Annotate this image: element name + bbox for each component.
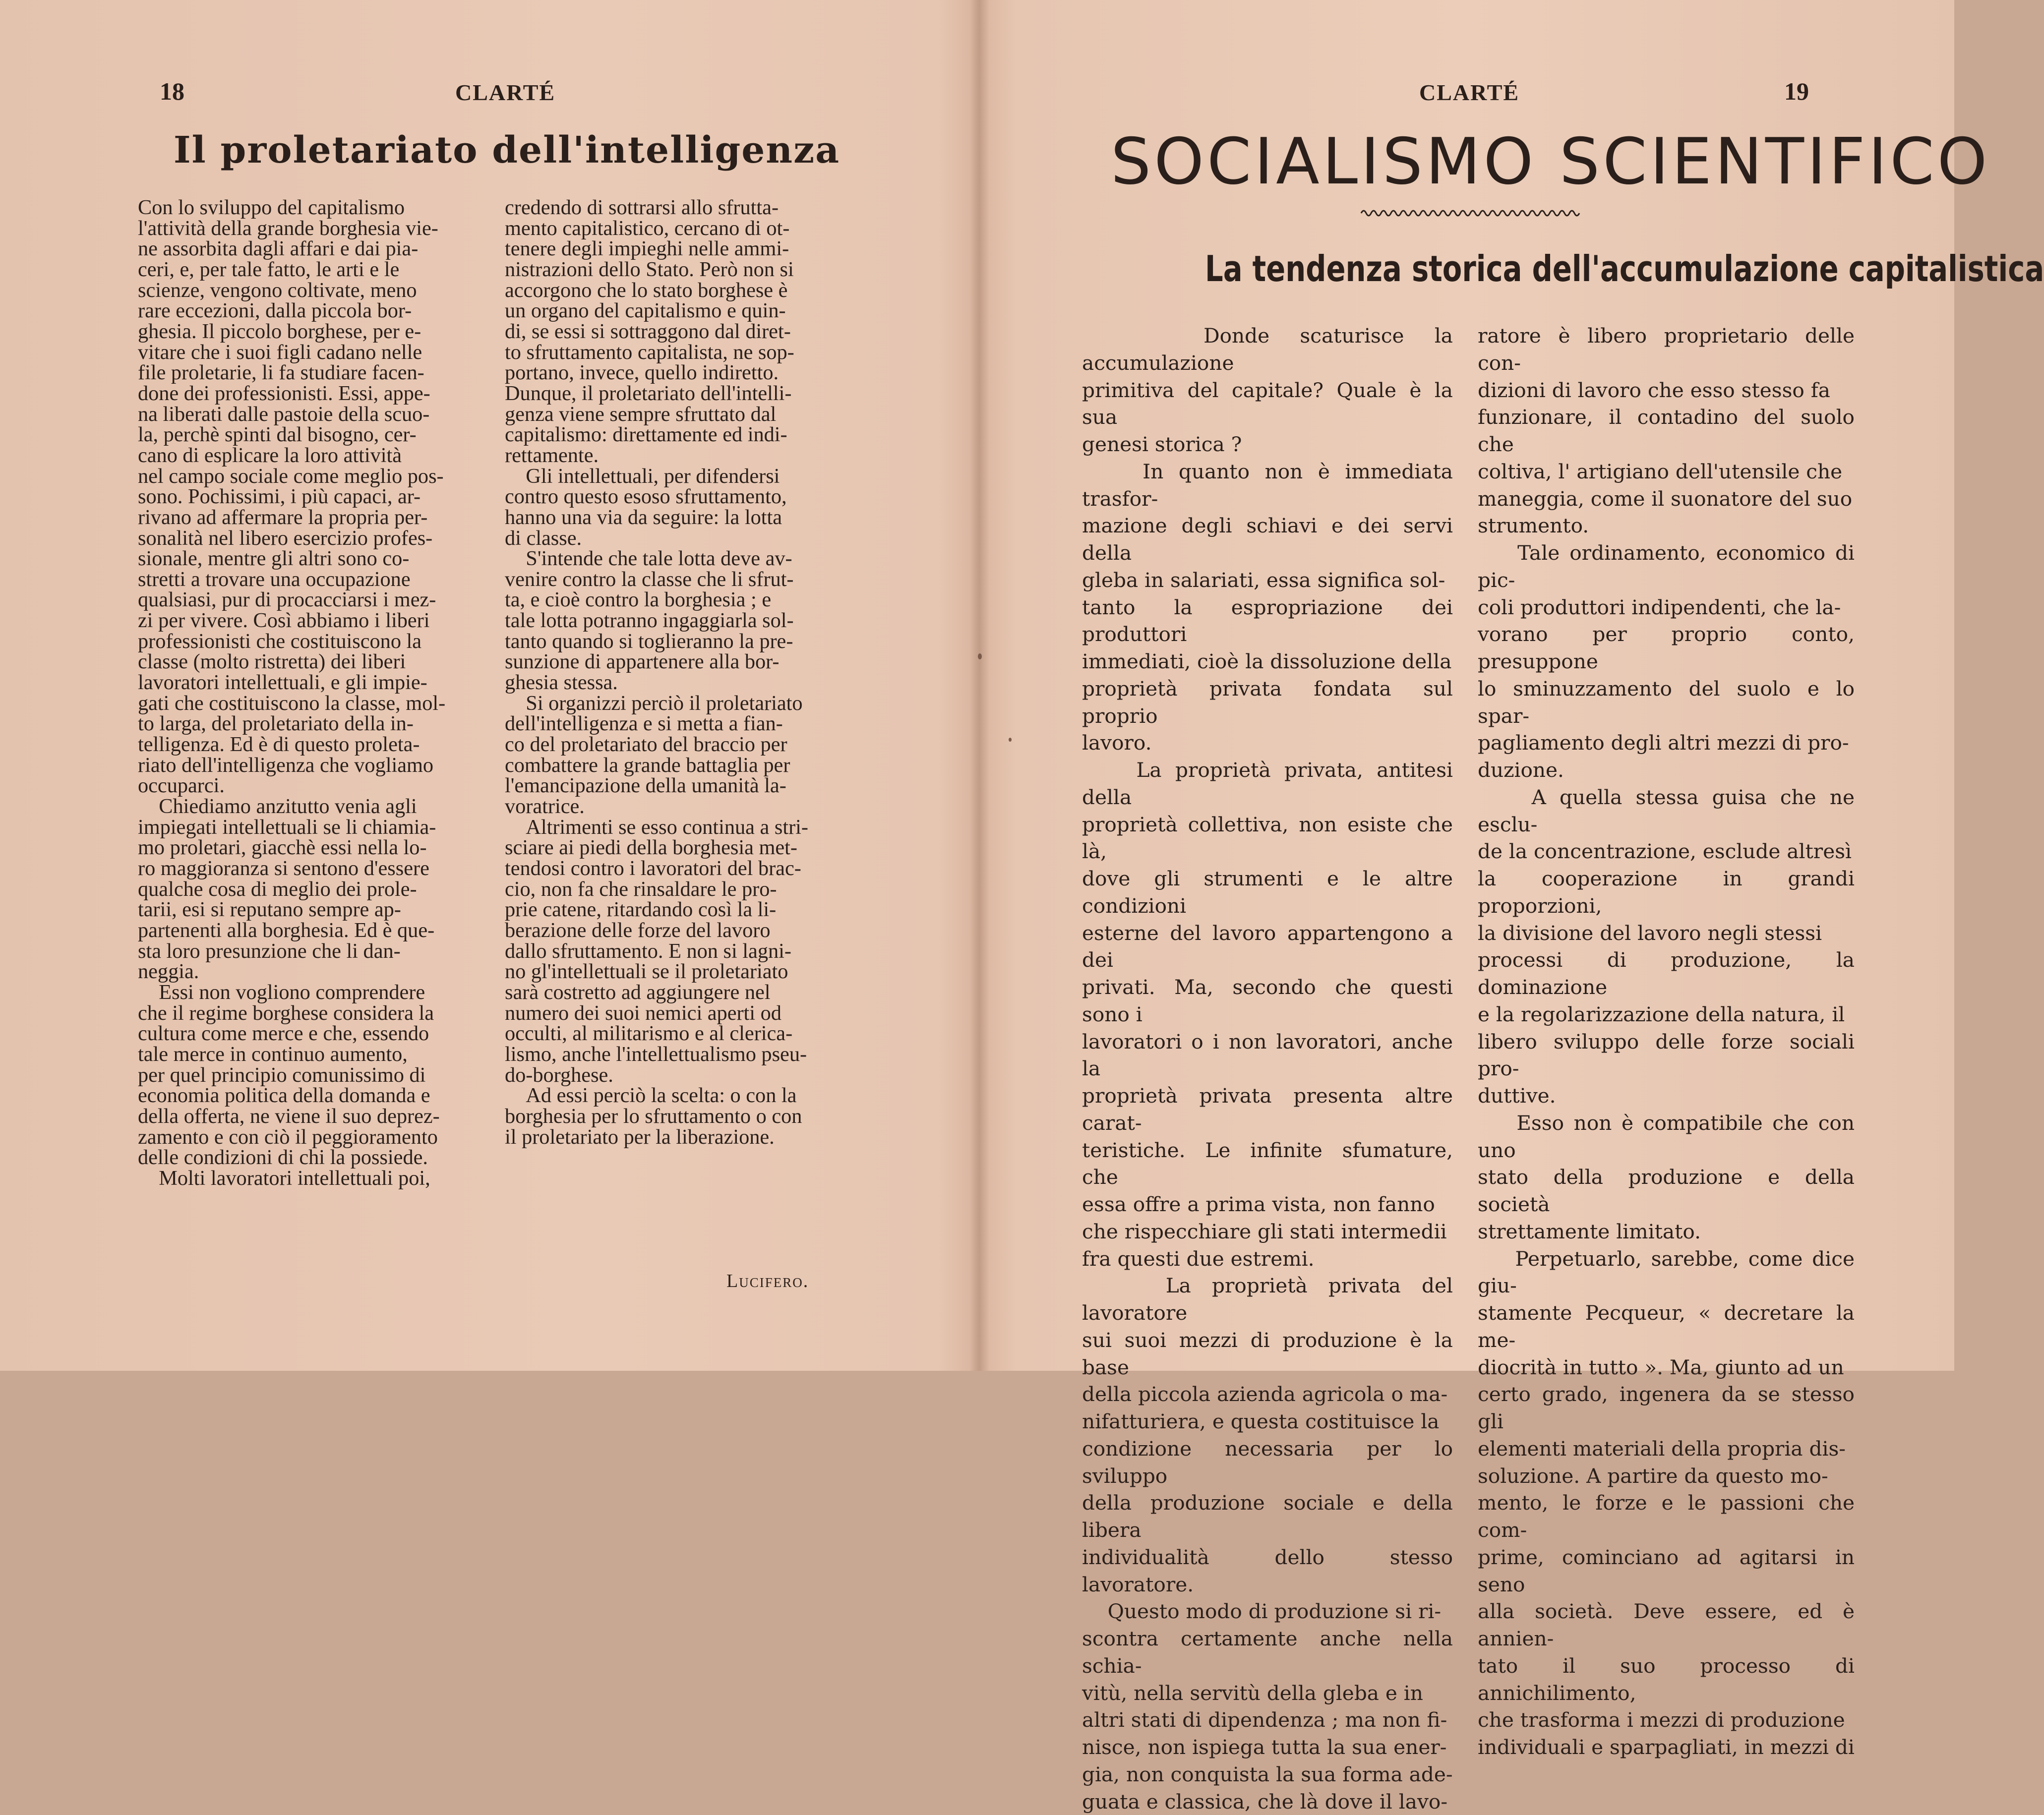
running-head-right: CLARTÉ (1419, 80, 1520, 105)
paper-speck (1009, 738, 1012, 742)
page-number: 18 (160, 77, 184, 105)
left-page (0, 0, 972, 1371)
ornamental-rule (1361, 207, 1579, 219)
article-column-2-right: ratore è libero proprietario delle con- dizioni di lavoro che esso stesso fa funzionare, il contadino del suolo che coltiva, l' artigiano dell'utensile che maneggia, come il suonatore del suo strumento. Tale ordinamento, economico di pic- coli produttori indipendenti, che la- vorano per proprio conto, presuppone lo sminuzzamento del suolo e lo spar- pagliamento degli altri mezzi di pro- duzione. A quella stessa guisa che ne esclu- de la concentrazione, esclude altresì la cooperazione in grandi proporzioni, la divisione del lavoro negli stessi processi di produzione, la dominazione e la regolarizzazione della natura, il libero sviluppo delle forze sociali pro- duttive. Esso non è compatibile che con uno stato della produzione e della società strettamente limitato. Perpetuarlo, sarebbe, come dice giu- stamente Pecqueur, « decretare la me- diocrità in tutto ». Ma, giunto ad un certo grado, ingenera da se stesso gli elementi materiali della propria dis- soluzione. A partire da questo mo- mento, le forze e le passioni che com- prime, cominciano ad agitarsi in seno alla società. Deve essere, ed è annien- tato il suo processo di annichilimento, che trasforma i mezzi di produzione individuali e sparpagliati, in mezzi di (1478, 324, 1855, 1759)
article-signature: Lucifero. (726, 1271, 809, 1291)
section-title: SOCIALISMO SCIENTIFICO (1111, 125, 1990, 199)
article-column-1-right: Donde scaturisce la accumulazione primitiva del capitale? Quale è la sua genesi storica ? In quanto non è immediata trasfor- mazione degli schiavi e dei servi della gleba in salariati, essa significa sol- tanto la espropriazione dei produttori immediati, cioè la dissoluzione della proprietà privata fondata sul proprio lavoro. La proprietà privata, antitesi della proprietà collettiva, non esiste che là, dove gli strumenti e le altre condizioni esterne del lavoro appartengono a dei privati. Ma, secondo che questi sono i lavoratori o i non lavoratori, anche la proprietà privata presenta altre carat- teristiche. Le infinite sfumature, che essa offre a prima vista, non fanno che rispecchiare gli stati intermedii fra questi due estremi. La proprietà privata del lavoratore sui suoi mezzi di produzione è la base della piccola azienda agricola o ma- nifatturiera, e questa costituisce la condizione necessaria per lo sviluppo della produzione sociale e della libera individualità dello stesso lavoratore. Questo modo di produzione si ri- scontra certamente anche nella schia- vitù, nella servitù della gleba e in altri stati di dipendenza ; ma non fi- nisce, non ispiega tutta la sua ener- gia, non conquista la sua forma ade- guata e classica, che là dove il lavo- (1082, 324, 1453, 1814)
article-title-right: La tendenza storica dell'accumulazione capitalistica (1205, 248, 2044, 290)
page-number-right: 19 (1784, 77, 1809, 105)
article-column-1: Con lo sviluppo del capitalismo l'attività della grande borghesia vie- ne assorbita dagli affari e dai pia- ceri, e, per tale fatto, le arti e le scienze, vengono coltivate, meno rare eccezioni, dalla piccola bor- ghesia. Il piccolo borghese, per e- vitare che i suoi figli cadano nelle file proletarie, li fa studiare facen- done dei professionisti. Essi, appe- na liberati dalle pastoie della scuo- la, perchè spinti dal bisogno, cer- cano di esplicare la loro attività nel campo sociale come meglio pos- sono. Pochissimi, i più capaci, ar- rivano ad affermare la propria per- sonalità nel libero esercizio profes- sionale, mentre gli altri sono co- stretti a trovare una occupazione qualsiasi, pur di procacciarsi i mez- zi per vivere. Così abbiamo i liberi professionisti che costituiscono la classe (molto ristretta) dei liberi lavoratori intellettuali, e gli impie- gati che costituiscono la classe, mol- to larga, del proletariato della in- telligenza. Ed è di questo proleta- riato dell'intelligenza che vogliamo occuparci. Chiediamo anzitutto venia agli impiegati intellettuali se li chiamia- mo proletari, giacchè essi nella lo- ro maggioranza si sentono d'essere qualche cosa di meglio dei prole- tarii, esi si reputano sempre ap- partenenti alla borghesia. Ed è que- sta loro presunzione che li dan- neggia. Essi non vogliono comprendere che il regime borghese considera la cultura come merce e che, essendo tale merce in continuo aumento, per quel principio comunissimo di economia politica della domanda e della offerta, ne viene il suo deprez- zamento e con ciò il peggioramento delle condizioni di chi la possiede. Molti lavoratori intellettuali poi, (138, 196, 446, 1190)
running-head: CLARTÉ (455, 80, 556, 105)
article-column-2: credendo di sottrarsi allo sfrutta- mento capitalistico, cercano di ot- tenere degli impieghi nelle ammi- nistrazioni dello Stato. Però non si accorgono che lo stato borghese è un organo del capitalismo e quin- di, se essi si sottraggono dal diret- to sfruttamento capitalista, ne sop- portano, invece, quello indiretto. Dunque, il proletariato dell'intelli- genza viene sempre sfruttato dal capitalismo: direttamente ed indi- rettamente. Gli intellettuali, per difendersi contro questo esoso sfruttamento, hanno una via da seguire: la lotta di classe. S'intende che tale lotta deve av- venire contro la classe che li sfrut- ta, e cioè contro la borghesia ; e tale lotta potranno ingaggiarla sol- tanto quando si toglieranno la pre- sunzione di appartenere alla bor- ghesia stessa. Si organizzi perciò il proletariato dell'intelligenza e si metta a fian- co del proletariato del braccio per combattere la grande battaglia per l'emancipazione della umanità la- voratrice. Altrimenti se esso continua a stri- sciare ai piedi della borghesia met- tendosi contro i lavoratori del brac- cio, non fa che rinsaldare le pro- prie catene, ritardando così la li- berazione delle forze del lavoro dallo sfruttamento. E non si lagni- no gl'intellettuali se il proletariato sarà costretto ad aggiungere nel numero dei suoi nemici aperti od occulti, al militarismo e al clerica- lismo, anche l'intellettualismo pseu- do-borghese. Ad essi perciò la scelta: o con la borghesia per lo sfruttamento o con il proletariato per la liberazione. (505, 196, 809, 1149)
paper-speck (978, 653, 982, 659)
article-title: Il proletariato dell'intelligenza (174, 129, 841, 172)
